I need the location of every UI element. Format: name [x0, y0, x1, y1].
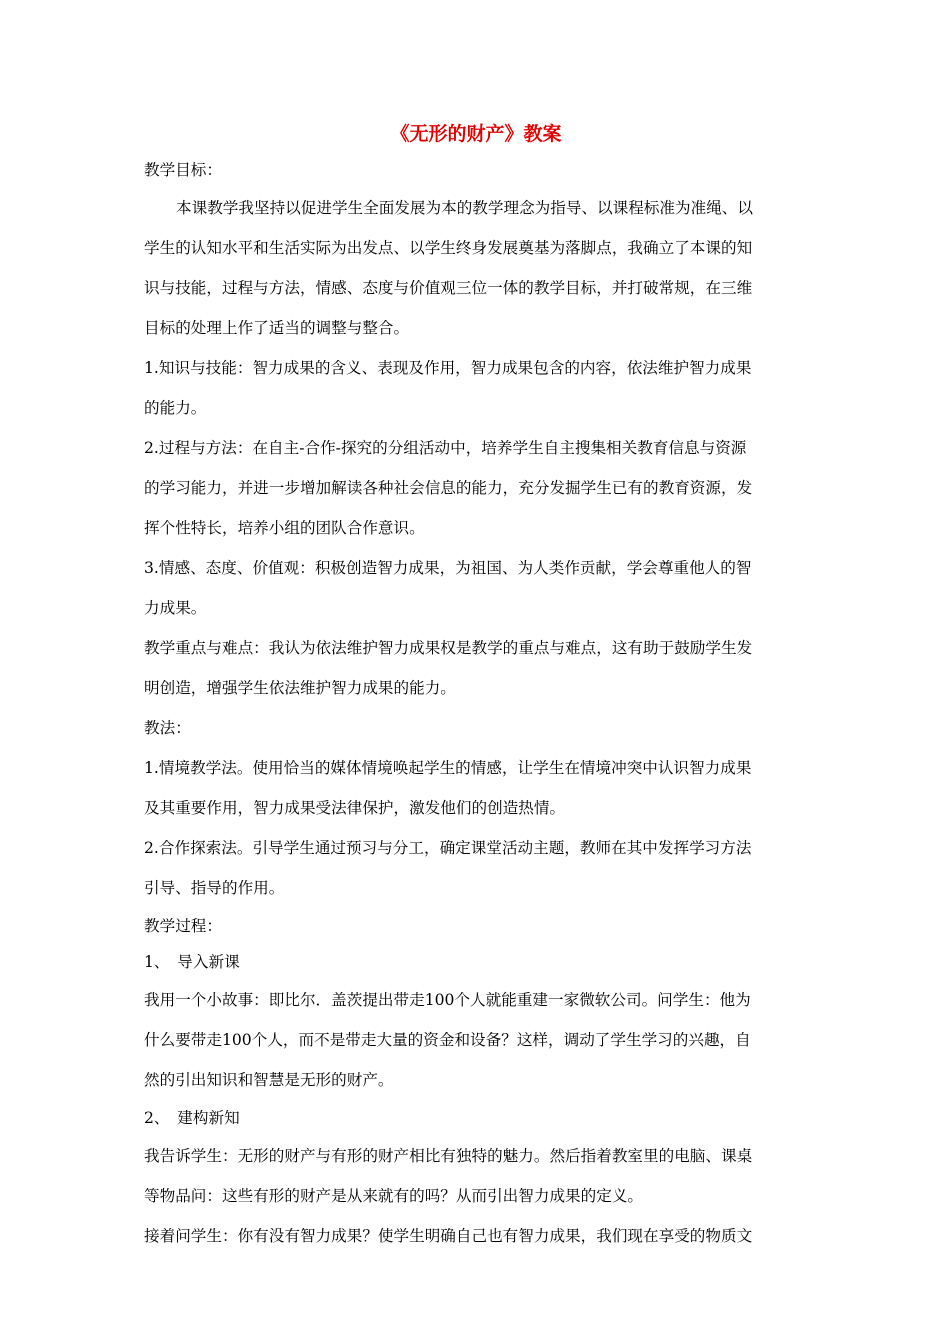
section-heading-process: 教学过程： — [144, 917, 222, 935]
paragraph-line: 引导、指导的作用。 — [144, 879, 285, 897]
document-body — [144, 116, 808, 1256]
paragraph-line: 及其重要作用，智力成果受法律保护，激发他们的创造热情。 — [144, 799, 566, 817]
paragraph-line: 本课教学我坚持以促进学生全面发展为本的教学理念为指导、以课程标准为准绳、以 — [176, 199, 753, 217]
list-item-emotion-values: 3.情感、态度、价值观：积极创造智力成果，为祖国、为人类作贡献，学会尊重他人的智 — [144, 559, 752, 577]
paragraph-line: 的能力。 — [144, 399, 207, 417]
list-item-process-methods: 2.过程与方法：在自主-合作-探究的分组活动中，培养学生自主搜集相关教育信息与资源 — [144, 439, 747, 457]
paragraph-line: 我告诉学生：无形的财产与有形的财产相比有独特的魅力。然后指着教室里的电脑、课桌 — [144, 1147, 753, 1165]
document-title: 《无形的财产》教案 — [390, 123, 562, 145]
paragraph-line: 什么要带走100个人，而不是带走大量的资金和设备？这样，调动了学生学习的兴趣，自 — [144, 1031, 751, 1049]
paragraph-line: 我用一个小故事：即比尔．盖茨提出带走100个人就能重建一家微软公司。问学生：他为 — [144, 991, 751, 1009]
paragraph-line: 的学习能力，并进一步增加解读各种社会信息的能力，充分发掘学生已有的教育资源，发 — [144, 479, 753, 497]
paragraph-line: 力成果。 — [144, 599, 207, 617]
paragraph-line: 明创造，增强学生依法维护智力成果的能力。 — [144, 679, 456, 697]
list-item-situational-teaching: 1.情境教学法。使用恰当的媒体情境唤起学生的情感，让学生在情境冲突中认识智力成果 — [144, 759, 752, 777]
section-heading-key-points: 教学重点与难点：我认为依法维护智力成果权是教学的重点与难点，这有助于鼓励学生发 — [144, 639, 753, 657]
list-item-knowledge-skills: 1.知识与技能：智力成果的含义、表现及作用，智力成果包含的内容，依法维护智力成果 — [144, 359, 752, 377]
paragraph-line: 识与技能，过程与方法，情感、态度与价值观三位一体的教学目标，并打破常规，在三维 — [144, 279, 753, 297]
step-heading-intro: 1、 导入新课 — [144, 953, 240, 971]
paragraph-line: 接着问学生：你有没有智力成果？使学生明确自己也有智力成果，我们现在享受的物质文 — [144, 1227, 753, 1245]
paragraph-line: 学生的认知水平和生活实际为出发点、以学生终身发展奠基为落脚点，我确立了本课的知 — [144, 239, 753, 257]
paragraph-line: 挥个性特长，培养小组的团队合作意识。 — [144, 519, 425, 537]
paragraph-line: 然的引出知识和智慧是无形的财产。 — [144, 1071, 394, 1089]
paragraph-line: 等物品问：这些有形的财产是从来就有的吗？从而引出智力成果的定义。 — [144, 1187, 644, 1205]
step-heading-new-knowledge: 2、 建构新知 — [144, 1109, 240, 1127]
list-item-cooperative-exploration: 2.合作探索法。引导学生通过预习与分工，确定课堂活动主题，教师在其中发挥学习方法 — [144, 839, 752, 857]
section-heading-methods: 教法： — [144, 719, 191, 737]
paragraph-line: 目标的处理上作了适当的调整与整合。 — [144, 319, 410, 337]
section-heading-teaching-goals: 教学目标： — [144, 161, 222, 179]
